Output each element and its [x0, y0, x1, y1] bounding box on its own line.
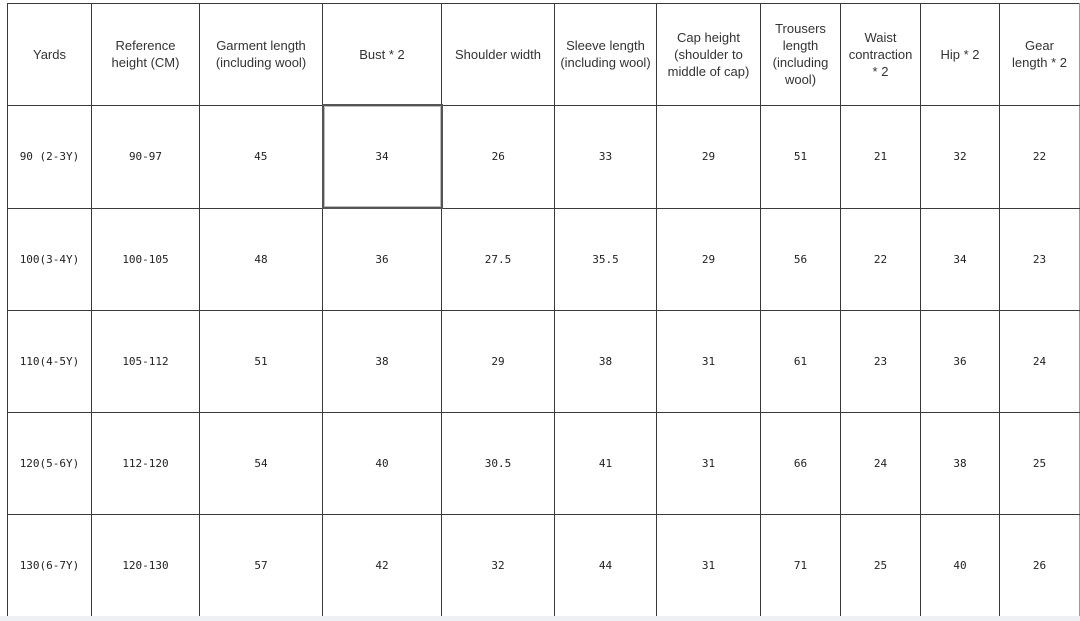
table-cell[interactable]: 61 — [761, 311, 841, 413]
table-cell[interactable]: 100-105 — [92, 208, 200, 311]
table-cell[interactable]: 35.5 — [555, 208, 657, 311]
table-cell[interactable]: 57 — [200, 515, 323, 617]
header-label: Bust * 2 — [359, 46, 405, 62]
header-cell-cap-height[interactable] — [657, 4, 761, 106]
header-cell-hip[interactable] — [921, 4, 1000, 106]
table-cell[interactable]: 23 — [841, 311, 921, 413]
table-cell[interactable]: 32 — [921, 105, 1000, 208]
selected-table-cell[interactable]: 34 — [323, 105, 442, 208]
table-cell[interactable]: 38 — [921, 413, 1000, 515]
header-cell-bust[interactable] — [323, 4, 442, 106]
table-cell[interactable]: 41 — [555, 413, 657, 515]
header-cell-sleeve-length[interactable] — [555, 4, 657, 106]
table-cell[interactable]: 90 (2-3Y) — [8, 105, 92, 208]
table-cell[interactable]: 51 — [200, 311, 323, 413]
table-cell[interactable]: 32 — [442, 515, 555, 617]
table-cell[interactable]: 44 — [555, 515, 657, 617]
table-cell[interactable]: 56 — [761, 208, 841, 311]
size-table — [7, 3, 1080, 616]
table-cell[interactable]: 33 — [555, 105, 657, 208]
table-cell[interactable]: 29 — [657, 105, 761, 208]
table-cell[interactable]: 40 — [921, 515, 1000, 617]
table-cell[interactable]: 27.5 — [442, 208, 555, 311]
table-cell[interactable]: 36 — [921, 311, 1000, 413]
header-cell-gear-length[interactable] — [1000, 4, 1080, 106]
table-cell[interactable]: 38 — [555, 311, 657, 413]
table-cell[interactable]: 25 — [1000, 413, 1080, 515]
header-label: Sleeve length (including wool) — [560, 38, 651, 71]
table-cell[interactable]: 31 — [657, 311, 761, 413]
table-cell[interactable]: 29 — [442, 311, 555, 413]
table-cell[interactable]: 24 — [841, 413, 921, 515]
table-cell[interactable]: 105-112 — [92, 311, 200, 413]
table-cell[interactable]: 31 — [657, 413, 761, 515]
table-cell[interactable]: 21 — [841, 105, 921, 208]
header-label: Reference height (CM) — [111, 38, 180, 71]
header-label: Gear length * 2 — [1012, 38, 1067, 71]
table-cell[interactable]: 24 — [1000, 311, 1080, 413]
table-row — [8, 311, 1080, 413]
table-cell[interactable]: 26 — [1000, 515, 1080, 617]
table-cell[interactable]: 42 — [323, 515, 442, 617]
header-label: Hip * 2 — [940, 46, 980, 62]
table-row — [8, 105, 1080, 208]
table-cell[interactable]: 110(4-5Y) — [8, 311, 92, 413]
table-cell[interactable]: 26 — [442, 105, 555, 208]
table-cell[interactable]: 120-130 — [92, 515, 200, 617]
table-row — [8, 515, 1080, 617]
table-row — [8, 208, 1080, 311]
table-cell[interactable]: 66 — [761, 413, 841, 515]
bottom-strip — [0, 616, 1080, 621]
table-row — [8, 413, 1080, 515]
header-cell-reference-height[interactable] — [92, 4, 200, 106]
table-cell[interactable]: 25 — [841, 515, 921, 617]
table-cell[interactable]: 120(5-6Y) — [8, 413, 92, 515]
header-label: Trousers length (including wool) — [772, 21, 829, 88]
table-cell[interactable]: 48 — [200, 208, 323, 311]
table-cell[interactable]: 54 — [200, 413, 323, 515]
header-label: Cap height (shoulder to middle of cap) — [667, 29, 750, 79]
header-cell-waist-contraction[interactable] — [841, 4, 921, 106]
header-label: Shoulder width — [455, 46, 541, 62]
table-cell[interactable]: 36 — [323, 208, 442, 311]
header-label: Waist contraction * 2 — [848, 29, 913, 79]
header-cell-garment-length[interactable] — [200, 4, 323, 106]
table-cell[interactable]: 30.5 — [442, 413, 555, 515]
table-cell[interactable]: 23 — [1000, 208, 1080, 311]
table-cell[interactable]: 51 — [761, 105, 841, 208]
table-cell[interactable]: 40 — [323, 413, 442, 515]
header-label: Garment length (including wool) — [215, 38, 307, 71]
table-cell[interactable]: 71 — [761, 515, 841, 617]
table-cell[interactable]: 34 — [921, 208, 1000, 311]
header-row — [8, 4, 1080, 106]
header-cell-shoulder-width[interactable] — [442, 4, 555, 106]
table-cell[interactable]: 22 — [1000, 105, 1080, 208]
table-cell[interactable]: 130(6-7Y) — [8, 515, 92, 617]
header-cell-yards[interactable] — [8, 4, 92, 106]
table-cell[interactable]: 100(3-4Y) — [8, 208, 92, 311]
table-cell[interactable]: 38 — [323, 311, 442, 413]
table-cell[interactable]: 90-97 — [92, 105, 200, 208]
table-cell[interactable]: 45 — [200, 105, 323, 208]
table-cell[interactable]: 22 — [841, 208, 921, 311]
table-cell[interactable]: 112-120 — [92, 413, 200, 515]
table-cell[interactable]: 29 — [657, 208, 761, 311]
table-cell[interactable]: 31 — [657, 515, 761, 617]
header-label: Yards — [33, 46, 66, 62]
header-cell-trousers-length[interactable] — [761, 4, 841, 106]
